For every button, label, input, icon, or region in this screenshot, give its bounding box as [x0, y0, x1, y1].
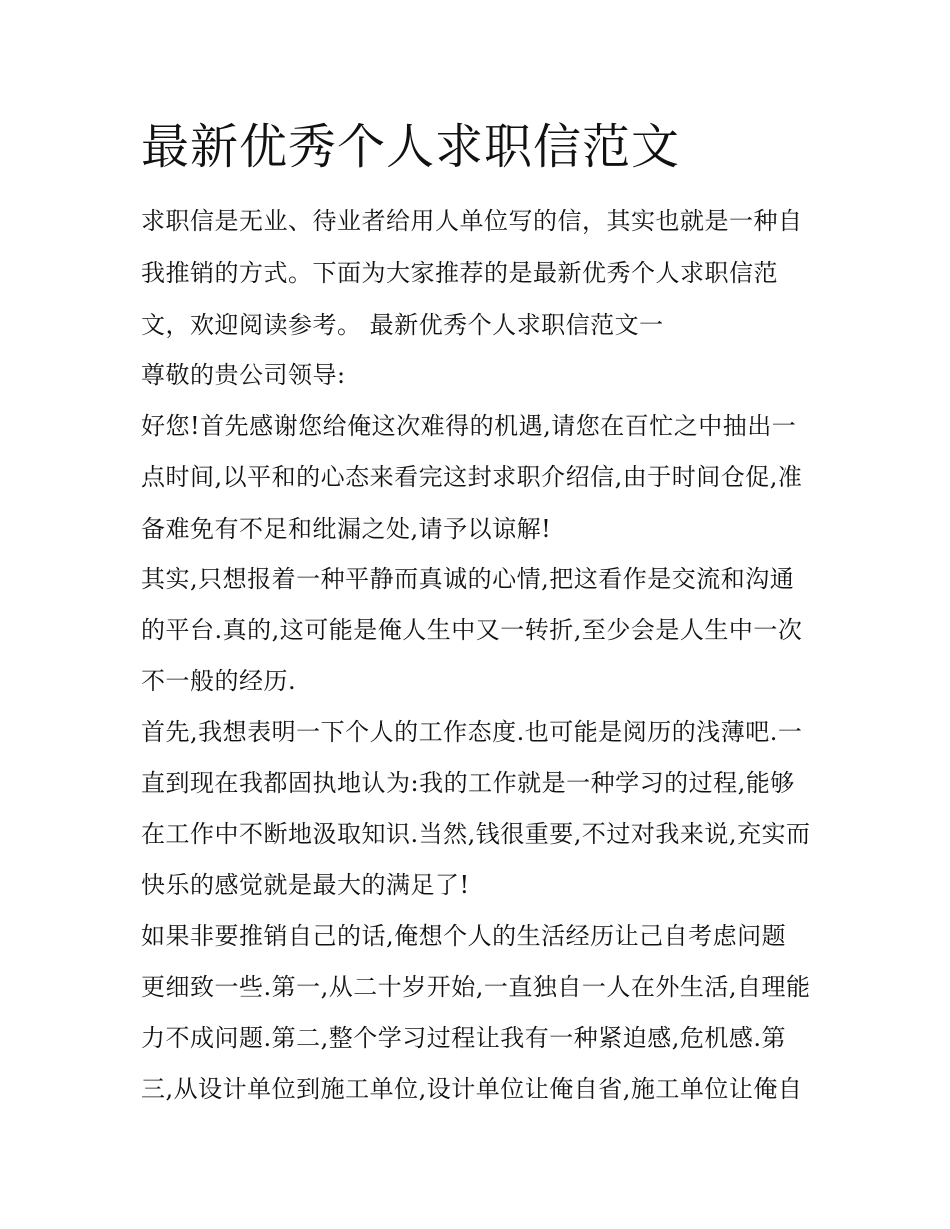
text-line-13: 在工作中不断地汲取知识.当然,钱很重要,不过对我来说,充实而 [141, 820, 811, 848]
text-line-18: 三,从设计单位到施工单位,设计单位让俺自省,施工单位让俺自 [141, 1075, 803, 1103]
text-line-14: 快乐的感觉就是最大的满足了! [141, 871, 470, 899]
text-line-17: 力不成问题.第二,整个学习过程让我有一种紧迫感,危机感.第 [141, 1024, 787, 1052]
text-line-7: 备难免有不足和纰漏之处,请予以谅解! [141, 515, 552, 543]
text-line-9: 的平台.真的,这可能是俺人生中又一转折,至少会是人生中一次 [141, 616, 803, 644]
text-line-2: 我推销的方式。下面为大家推荐的是最新优秀个人求职信范 [141, 259, 778, 287]
text-line-11: 首先,我想表明一下个人的工作态度.也可能是阅历的浅薄吧.一 [141, 718, 803, 746]
text-line-12: 直到现在我都固执地认为:我的工作就是一种学习的过程,能够 [141, 769, 795, 797]
text-line-8: 其实,只想报着一种平静而真诚的心情,把这看作是交流和沟通 [141, 565, 795, 593]
text-line-1: 求职信是无业、待业者给用人单位写的信，其实也就是一种自 [141, 207, 803, 235]
text-line-6: 点时间,以平和的心态来看完这封求职介绍信,由于时间仓促,准 [141, 463, 803, 491]
text-line-5: 好您!首先感谢您给俺这次难得的机遇,请您在百忙之中抽出一 [141, 412, 797, 440]
page-title: 最新优秀个人求职信范文 [141, 119, 681, 175]
text-line-16: 更细致一些.第一,从二十岁开始,一直独自一人在外生活,自理能 [141, 973, 811, 1001]
text-line-15: 如果非要推销自己的话,俺想个人的生活经历让己自考虑问题 [141, 922, 787, 950]
salutation-line: 尊敬的贵公司领导: [141, 361, 346, 389]
text-line-3: 文，欢迎阅读参考。 最新优秀个人求职信范文一 [141, 311, 664, 339]
text-line-10: 不一般的经历. [141, 667, 297, 695]
